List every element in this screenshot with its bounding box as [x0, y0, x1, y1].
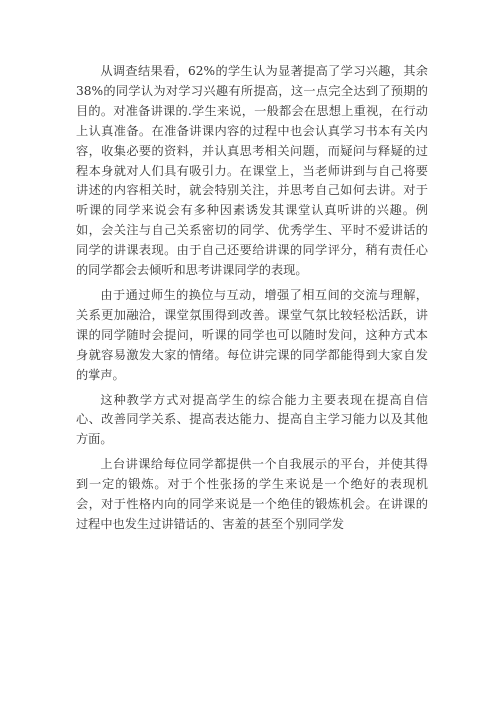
paragraph-4: 上台讲课给每位同学都提供一个自我展示的平台，并使其得到一定的锻炼。对于个性张扬的学生来说是一个绝好的表现机会，对于性格内向的同学来说是一个绝佳的锻炼机会。在讲课的过程中也发生过讲错话的、害羞的甚至个别同学发 [76, 457, 428, 531]
paragraph-3: 这种教学方式对提高学生的综合能力主要表现在提高自信心、改善同学关系、提高表达能力、提高自主学习能力以及其他方面。 [76, 392, 428, 447]
paragraph-2: 由于通过师生的换位与互动，增强了相互间的交流与理解，关系更加融洽，课堂氛围得到改善。课堂气氛比较轻松活跃，讲课的同学随时会提问，听课的同学也可以随时发问，这种方式本身就容易激发大家的情绪。每位讲完课的同学都能得到大家自发的掌声。 [76, 287, 428, 382]
paragraph-1: 从调查结果看，62%的学生认为显著提高了学习兴趣，其余 38%的同学认为对学习兴趣有所提高，这一点完全达到了预期的目的。对准备讲课的.学生来说，一般都会在思想上重视，在行动上认真准备。在准备讲课内容的过程中也会认真学习书本有关内容，收集必要的资料，并认真思考相关问题，而疑问与释疑的过程本身就对人们具有吸引力。在课堂上，当老师讲到与自己将要讲述的内容相关时，就会特别关注，并思考自己如何去讲。对于听课的同学来说会有多种因素诱发其课堂认真听讲的兴趣。例如，会关注与自己关系密切的同学、优秀学生、平时不爱讲话的同学的讲课表现。由于自己还要给讲课的同学评分，稍有责任心的同学都会去倾听和思考讲课同学的表现。 [76, 64, 428, 278]
document-body [76, 62, 428, 540]
